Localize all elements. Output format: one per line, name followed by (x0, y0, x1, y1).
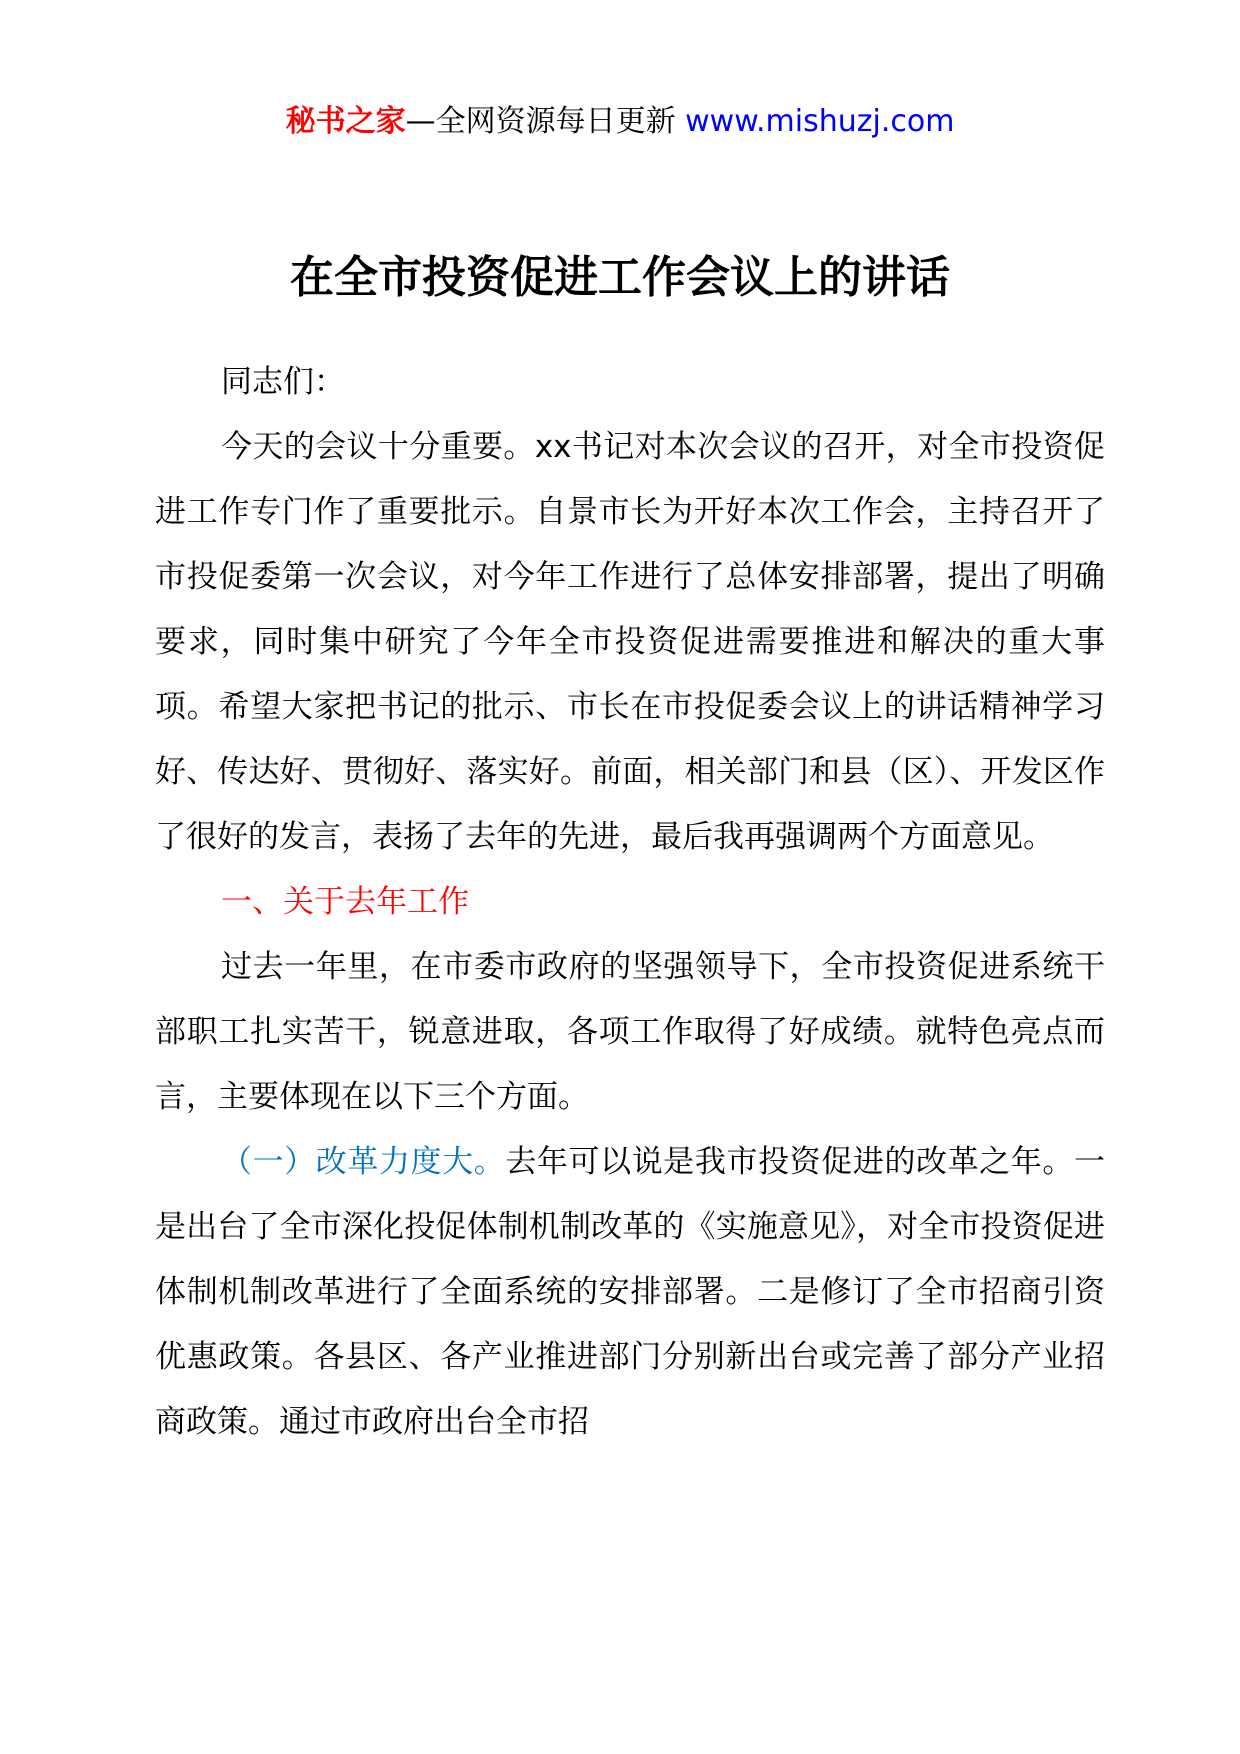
site-brand: 秘书之家 (285, 104, 406, 139)
paragraph-reform-text: 去年可以说是我市投资促进的改革之年。一是出台了全市深化投促体制机制改革的《实施意见》，对全市投资促进体制机制改革进行了全面系统的安排部署。二是修订了全市招商引资优惠政策。各县区、各产业推进部门分别新出台或完善了部分产业招商政策。通过市政府出台全市招 (155, 1144, 1106, 1440)
site-header (0, 98, 1240, 146)
site-website-link[interactable]: www.mishuzj.com (685, 104, 955, 139)
site-tagline: —全网资源每日更新 (405, 104, 676, 139)
greeting: 同志们： (221, 364, 345, 400)
document-body (155, 350, 1105, 1455)
document-title: 在全市投资促进工作会议上的讲话 (290, 252, 950, 303)
subsection-heading-1: （一）改革力度大。 (221, 1144, 506, 1180)
paragraph-last-year: 过去一年里，在市委市政府的坚强领导下，全市投资促进系统干部职工扎实苦干，锐意进取，各项工作取得了好成绩。就特色亮点而言，主要体现在以下三个方面。 (155, 949, 1105, 1115)
paragraph-reform (155, 1130, 1105, 1455)
paragraph-intro: 今天的会议十分重要。xx书记对本次会议的召开，对全市投资促进工作专门作了重要批示。自景市长为开好本次工作会，主持召开了市投促委第一次会议，对今年工作进行了总体安排部署，提出了明确要求，同时集中研究了今年全市投资促进需要推进和解决的重大事项。希望大家把书记的批示、市长在市投促委会议上的讲话精神学习好、传达好、贯彻好、落实好。前面，相关部门和县（区）、开发区作了很好的发言，表扬了去年的先进，最后我再强调两个方面意见。 (155, 429, 1105, 855)
section-heading-1: 一、关于去年工作 (221, 884, 469, 920)
